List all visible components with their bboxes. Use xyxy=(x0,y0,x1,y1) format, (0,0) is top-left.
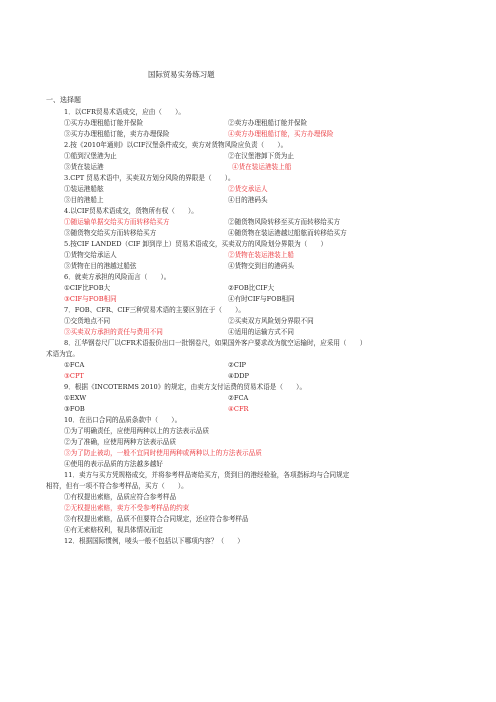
option: ③货物在目的港越过船弦 xyxy=(64,262,137,270)
option: ③随货物交给买方而转移给买方 xyxy=(64,229,157,237)
option: ①买方办理租船订舱并保险 xyxy=(64,119,144,127)
option: ④有无索赔权利，视具体情况而定 xyxy=(64,526,163,534)
question-stem: 8．江华钢卷尺厂以CFR术语报价出口一批钢卷尺，如果国外客户要求改为航空运输时，应采用（ ） xyxy=(64,339,367,347)
option: ④有时CIF与FOB相同 xyxy=(228,295,295,303)
question-stem: 3.CPT 贸易术语中，买卖双方划分风险的界限是（ ）。 xyxy=(64,174,235,182)
option: ①CIF比FOB大 xyxy=(64,284,111,292)
option: ②FOB比CIF大 xyxy=(228,284,275,292)
option: ②在汉堡港卸下货为止 xyxy=(228,152,294,160)
question-stem-continued: 相符，但有一项不符合参考样品，买方（ ）。 xyxy=(46,482,188,490)
option: ④DDP xyxy=(228,372,249,380)
option: ①FCA xyxy=(64,361,85,369)
option-answer: ②货物在装运港装上船 xyxy=(228,251,294,259)
question-stem: 4.以CIF贸易术语成交，货物所有权（ ）。 xyxy=(64,207,198,215)
option: ③买方办理租船订舱，卖方办理保险 xyxy=(64,130,170,138)
option: ③FOB xyxy=(64,405,85,413)
page-title: 国际贸易实务练习题 xyxy=(148,70,215,79)
option: ①有权提出索赔，品质应符合参考样品 xyxy=(64,493,177,501)
option-answer: ①随运输单据交给买方而转移给买方 xyxy=(64,218,170,226)
option-answer: ③CPT xyxy=(64,372,84,380)
option: ①为了明确责任，应使用两种以上的方法表示品质 xyxy=(64,427,210,435)
option: ②随货物风险转移至买方而转移给买方 xyxy=(228,218,341,226)
option: ①EXW xyxy=(64,394,87,402)
question-stem-continued: 术语为宜。 xyxy=(46,350,79,358)
option: ③目的港船上 xyxy=(64,196,104,204)
question-stem: 12．根据国际惯例，唛头一般不包括以下哪项内容？（ ） xyxy=(64,537,244,545)
option: ④使用的表示品质的方法越多越好 xyxy=(64,460,163,468)
option: ①货物交给承运人 xyxy=(64,251,117,259)
option: ③有权提出索赔，品质不但要符合合同规定，还应符合参考样品 xyxy=(64,515,249,523)
option-answer: ③CIF与FOB相同 xyxy=(64,295,117,303)
option: ④货物交到目的港码头 xyxy=(228,262,294,270)
question-stem: 11．卖方与买方凭规格成交，并将参考样品寄给买方，货到目的港经检验，各项指标均与合同规定 xyxy=(64,471,350,479)
option-answer: ④卖方办理租船订舱，买方办理保险 xyxy=(228,130,334,138)
option-answer: ②货交承运人 xyxy=(228,185,268,193)
question-stem: 5.按CIF LANDED（CIF 卸到岸上）贸易术语成交，买卖双方的风险划分界限为（ ） xyxy=(64,240,328,248)
question-stem: 1．以CFR贸易术语成交，应由（ ）。 xyxy=(64,108,185,116)
option: ②买卖双方风险划分界限不同 xyxy=(228,317,314,325)
option: ①装运港船舷 xyxy=(64,185,104,193)
option-answer: ④货在装运港装上船 xyxy=(232,163,292,171)
option-answer: ③为了防止被动，一般不宜同时使用两种或两种以上的方法表示品质 xyxy=(64,449,262,457)
question-stem: 7．FOB、CFR、CIF三种贸易术语的主要区别在于（ ）。 xyxy=(64,306,245,314)
option: ②为了准确，应使用两种方法表示品质 xyxy=(64,438,177,446)
question-stem: 9．根据《INCOTERMS 2010》的规定，由卖方支付运费的贸易术语是（ ）。 xyxy=(64,383,307,391)
option: ②卖方办理租船订舱并保险 xyxy=(228,119,308,127)
option: ②CIP xyxy=(228,361,246,369)
question-stem: 2.按《2010年通则》以CIF汉堡条件成交，卖方对货物风险应负责（ ）。 xyxy=(64,141,288,149)
option: ③货在装运港 xyxy=(64,163,104,171)
option-answer: ②无权提出索赔，卖方不受参考样品的约束 xyxy=(64,504,190,512)
option: ①船到汉堡港为止 xyxy=(64,152,117,160)
option: ④适用的运输方式不同 xyxy=(228,328,294,336)
section-heading: 一、选择题 xyxy=(46,96,81,104)
option: ②FCA xyxy=(228,394,249,402)
option: ①交货地点不同 xyxy=(64,317,111,325)
option: ④随货物在装运港越过船舷而转移给买方 xyxy=(228,229,347,237)
option-answer: ④CFR xyxy=(228,405,249,413)
option-answer: ③买卖双方承担的责任与费用不同 xyxy=(64,328,163,336)
question-stem: 10．在出口合同的品质条款中（ ）。 xyxy=(64,416,182,424)
question-stem: 6．就卖方承担的风险而言（ ）。 xyxy=(64,273,171,281)
option: ④目的港码头 xyxy=(228,196,268,204)
